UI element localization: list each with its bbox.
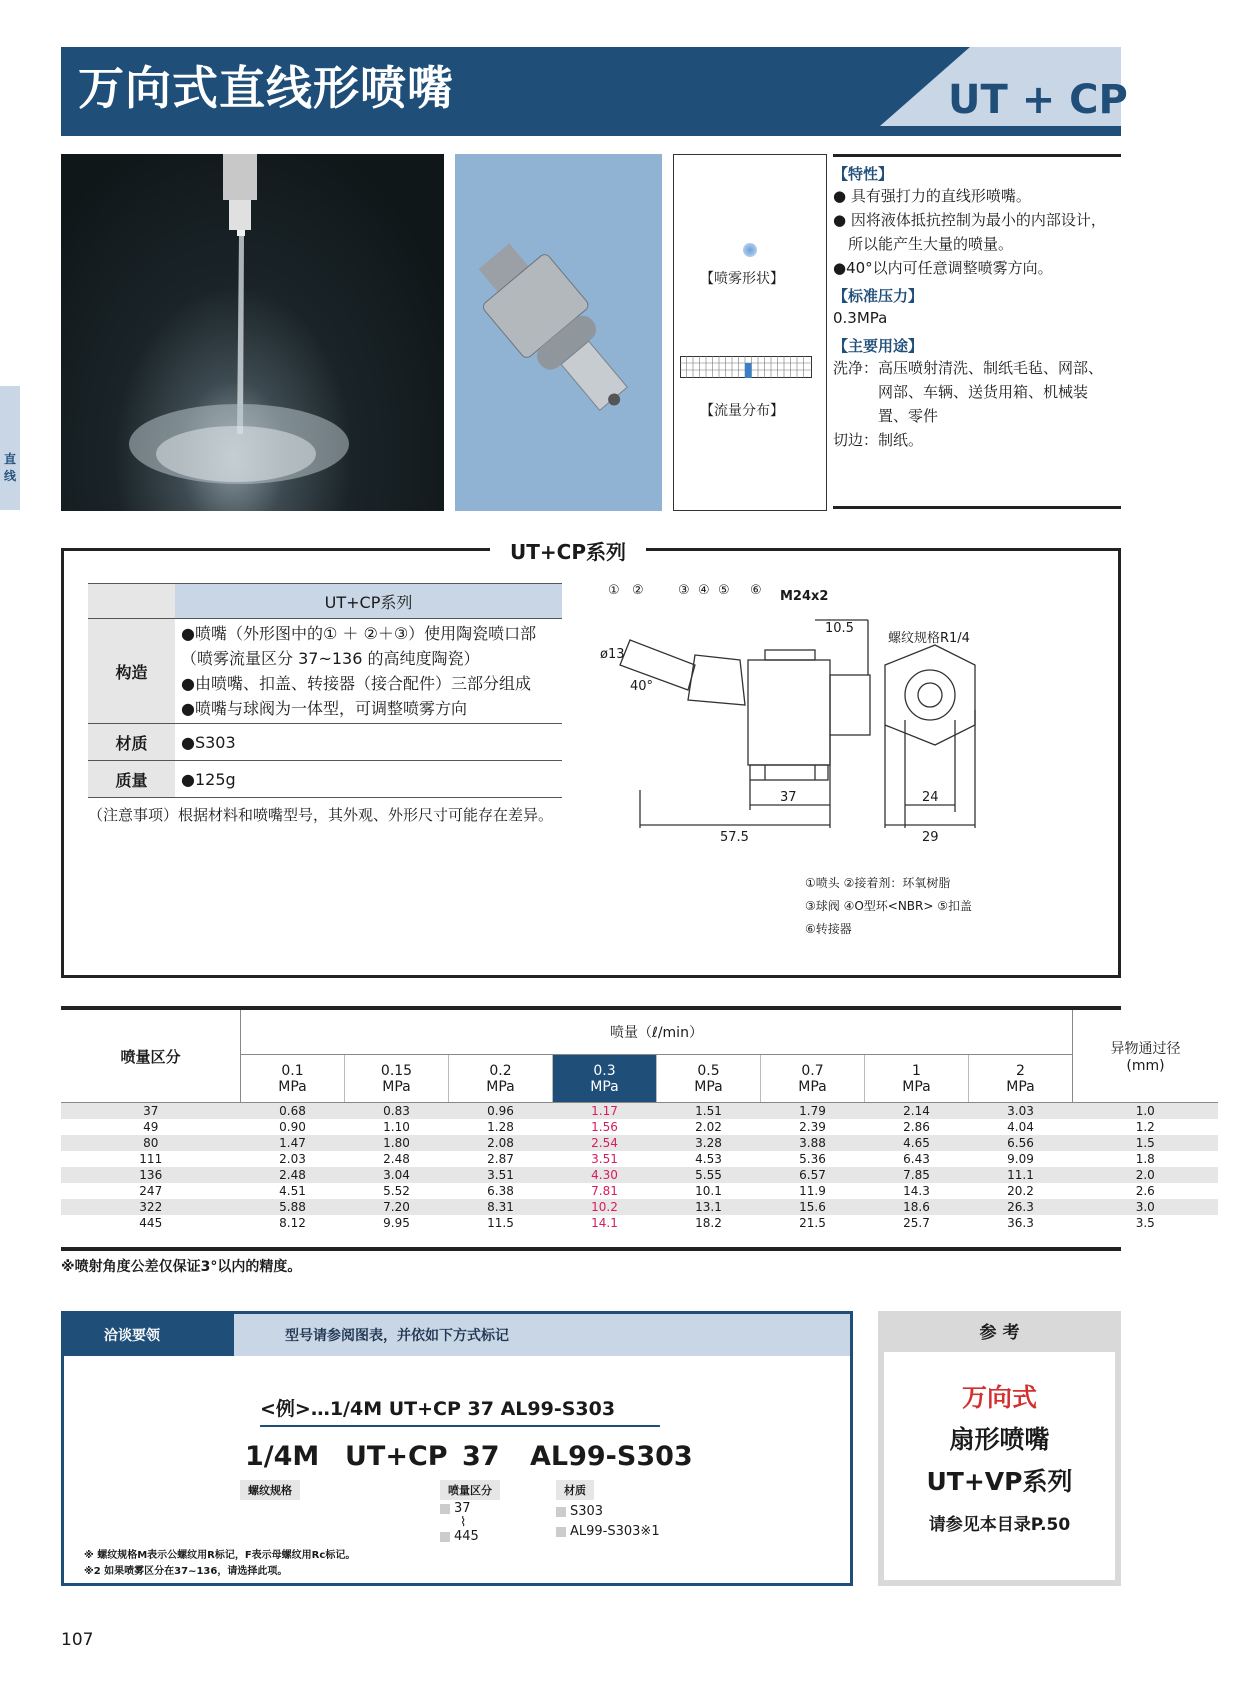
flow-value-cell: 4.30	[591, 1167, 618, 1182]
flow-value-cell: 5.55	[695, 1167, 722, 1182]
angle-label: 40°	[630, 679, 654, 694]
pressure-header	[553, 1055, 657, 1103]
material-option-2: AL99-S303※1	[570, 1524, 660, 1539]
flow-row	[61, 1119, 1218, 1135]
features-bottom-rule	[833, 506, 1121, 509]
page-number: 107	[61, 1630, 94, 1650]
flow-value-cell: 3.28	[695, 1135, 722, 1150]
pressure-header	[241, 1055, 345, 1103]
pressure-unit: MPa	[798, 1078, 827, 1095]
flow-value-cell: 25.7	[903, 1215, 930, 1230]
passage-cell: 1.0	[1135, 1103, 1155, 1118]
flow-row	[61, 1215, 1218, 1231]
use-item: 置、零件	[833, 407, 939, 425]
range-separator: ⌇	[460, 1515, 467, 1530]
feature-item: ● 因将液体抵抗控制为最小的内部设计，	[833, 211, 1106, 229]
drawing-legend	[805, 872, 972, 941]
passage-cell: 1.8	[1135, 1151, 1155, 1166]
flow-class-cell: 111	[139, 1151, 163, 1166]
option-square[interactable]	[556, 1507, 566, 1517]
flow-value-cell: 15.6	[799, 1199, 826, 1214]
flow-row	[61, 1103, 1218, 1119]
flow-value-cell: 1.47	[279, 1135, 306, 1150]
flow-table-wrap	[61, 1010, 1218, 1231]
pressure-header	[657, 1055, 761, 1103]
reference-heading: 参 考	[979, 1323, 1020, 1343]
flow-value-cell: 7.81	[591, 1183, 618, 1198]
flow-value-cell: 3.51	[591, 1151, 618, 1166]
flow-value-cell: 5.88	[279, 1199, 306, 1214]
flow-value-cell: 8.31	[487, 1199, 514, 1214]
pressure-header	[969, 1055, 1073, 1103]
pressure-header	[865, 1055, 969, 1103]
reference-line-3: UT+VP系列	[926, 1467, 1073, 1496]
flow-value-cell: 6.43	[903, 1151, 930, 1166]
pressure-value: 2	[1016, 1062, 1025, 1079]
spray-shape-box	[673, 154, 827, 511]
flow-value-cell: 2.39	[799, 1119, 826, 1134]
ordering-notes	[84, 1548, 355, 1580]
flow-value-cell: 10.1	[695, 1183, 722, 1198]
spec-line: ●由喷嘴、扣盖、转接器（接合配件）三部分组成	[181, 674, 531, 693]
flow-value-cell: 2.48	[383, 1151, 410, 1166]
flow-value-cell: 11.9	[799, 1183, 826, 1198]
thread-m-label: M24x2	[780, 589, 829, 604]
label-flow-class: 喷量区分	[440, 1480, 500, 1500]
feature-item: 所以能产生大量的喷量。	[833, 235, 1014, 253]
pressure-value: 0.1	[281, 1062, 304, 1079]
flow-value-cell: 0.96	[487, 1103, 514, 1118]
col-flow-class: 喷量区分	[61, 1010, 241, 1103]
spray-dot-icon	[743, 243, 757, 257]
flow-value-cell: 18.2	[695, 1215, 722, 1230]
flow-value-cell: 3.04	[383, 1167, 410, 1182]
flow-value-cell: 7.85	[903, 1167, 930, 1182]
flow-value-cell: 4.04	[1007, 1119, 1034, 1134]
side-tab[interactable]	[0, 386, 20, 510]
flow-value-cell: 1.80	[383, 1135, 410, 1150]
flow-value-cell: 11.5	[487, 1215, 514, 1230]
flow-value-cell: 21.5	[799, 1215, 826, 1230]
pressure-value: 0.3	[593, 1062, 616, 1079]
spray-illustration	[61, 154, 444, 511]
flow-value-cell: 2.08	[487, 1135, 514, 1150]
series-title: UT+CP系列	[490, 536, 646, 565]
legend-line: ③球阀 ④O型环<NBR> ⑤扣盖	[805, 899, 973, 913]
ordering-instruction: 型号请参阅图表，并依如下方式标记	[285, 1328, 509, 1344]
flow-value-cell: 9.09	[1007, 1151, 1034, 1166]
distribution-grid-svg	[680, 356, 812, 378]
material-option-1: S303	[570, 1504, 604, 1519]
option-square[interactable]	[440, 1504, 450, 1514]
ordering-note: ※ 螺纹规格M表示公螺纹用R标记，F表示母螺纹用Rc标记。	[84, 1550, 356, 1561]
flow-value-cell: 2.87	[487, 1151, 514, 1166]
ordering-title: 洽谈要领	[104, 1328, 160, 1344]
flow-value-cell: 6.57	[799, 1167, 826, 1182]
range-to: 445	[454, 1529, 479, 1544]
flow-value-cell: 2.03	[279, 1151, 306, 1166]
pressure-unit: MPa	[694, 1078, 723, 1095]
flow-value-cell: 2.54	[591, 1135, 618, 1150]
callout-1: ①	[608, 583, 620, 598]
reference-line-1: 万向式	[961, 1383, 1037, 1412]
header-underline	[61, 126, 1121, 136]
flow-value-cell: 2.86	[903, 1119, 930, 1134]
pressure-value: 0.15	[380, 1062, 413, 1079]
flow-value-cell: 4.65	[903, 1135, 930, 1150]
flow-value-cell: 0.90	[279, 1119, 306, 1134]
ordering-example: <例>…1/4M UT+CP 37 AL99-S303	[260, 1394, 660, 1427]
diameter-label: ø13	[600, 647, 625, 662]
flow-distribution-grid	[680, 356, 812, 382]
flow-value-cell: 3.51	[487, 1167, 514, 1182]
spray-photo	[61, 154, 444, 511]
flow-row	[61, 1167, 1218, 1183]
page-title: 万向式直线形喷嘴	[78, 61, 454, 115]
pressure-header	[449, 1055, 553, 1103]
passage-cell: 2.0	[1135, 1167, 1155, 1182]
pressure-unit: MPa	[278, 1078, 307, 1095]
spec-material: ●S303	[175, 724, 562, 761]
flow-footnote: ※喷射角度公差仅保证3°以内的精度。	[61, 1259, 302, 1275]
flow-value-cell: 6.38	[487, 1183, 514, 1198]
col-flow-rate: 喷量（ℓ/min）	[241, 1010, 1073, 1055]
callout-2: ②	[632, 583, 644, 598]
spec-line: ●喷嘴（外形图中的① ＋ ②＋③）使用陶瓷喷口部	[181, 624, 537, 643]
flow-value-cell: 14.1	[591, 1215, 618, 1230]
passage-cell: 3.5	[1135, 1215, 1155, 1230]
option-square[interactable]	[556, 1527, 566, 1537]
flow-value-cell: 1.17	[591, 1103, 618, 1118]
code-part-class: 37	[462, 1441, 500, 1472]
flow-value-cell: 4.51	[279, 1183, 306, 1198]
flow-value-cell: 10.2	[591, 1199, 618, 1214]
dim-57-5: 57.5	[720, 830, 749, 845]
passage-cell: 1.2	[1135, 1119, 1155, 1134]
spec-note: （注意事项）根据材料和喷嘴型号，其外观、外形尺寸可能存在差异。	[88, 806, 554, 824]
use-item: 切边：制纸。	[833, 431, 924, 449]
flow-value-cell: 1.10	[383, 1119, 410, 1134]
spec-line: （喷雾流量区分 37~136 的高纯度陶瓷）	[181, 649, 480, 668]
flow-value-cell: 1.51	[695, 1103, 722, 1118]
pressure-header	[761, 1055, 865, 1103]
legend-line: ⑥转接器	[805, 922, 852, 936]
thread-r-label: 螺纹规格R1/4	[888, 631, 970, 646]
flow-value-cell: 20.2	[1007, 1183, 1034, 1198]
flow-value-cell: 11.1	[1007, 1167, 1034, 1182]
flow-row	[61, 1135, 1218, 1151]
col-passage: 异物通过径(mm)	[1073, 1010, 1219, 1103]
flow-row	[61, 1183, 1218, 1199]
pressure-unit: MPa	[590, 1078, 619, 1095]
flow-value-cell: 2.02	[695, 1119, 722, 1134]
reference-link[interactable]: 请参见本目录P.50	[928, 1515, 1071, 1535]
flow-value-cell: 3.03	[1007, 1103, 1034, 1118]
spec-line: ●喷嘴与球阀为一体型，可调整喷雾方向	[181, 699, 467, 718]
spec-table-wrap	[88, 583, 562, 825]
spec-table	[88, 583, 562, 798]
flow-class-cell: 322	[139, 1199, 163, 1214]
dim-29: 29	[922, 830, 939, 845]
side-tab-label: 直线	[3, 452, 16, 483]
class-range	[440, 1502, 479, 1544]
nozzle-photo	[455, 154, 662, 511]
callout-5: ⑤	[718, 583, 730, 598]
spec-table-head: UT+CP系列	[175, 584, 562, 619]
flow-class-cell: 80	[143, 1135, 159, 1150]
flow-class-cell: 247	[139, 1183, 163, 1198]
dimension-drawing	[600, 580, 1100, 864]
flow-value-cell: 2.48	[279, 1167, 306, 1182]
drawing-svg	[600, 580, 1100, 860]
use-item: 洗净：高压喷射清洗、制纸毛毡、网部、	[833, 359, 1104, 377]
option-square[interactable]	[440, 1532, 450, 1542]
flow-value-cell: 26.3	[1007, 1199, 1034, 1214]
flow-value-cell: 8.12	[279, 1215, 306, 1230]
pressure-heading: 【标准压力】	[833, 287, 924, 305]
flow-value-cell: 2.14	[903, 1103, 930, 1118]
passage-cell: 2.6	[1135, 1183, 1155, 1198]
flow-value-cell: 13.1	[695, 1199, 722, 1214]
flow-value-cell: 4.53	[695, 1151, 722, 1166]
flow-value-cell: 0.68	[279, 1103, 306, 1118]
features-heading: 【特性】	[833, 165, 894, 183]
code-part-material: AL99-S303	[530, 1441, 693, 1472]
pressure-value: 1	[912, 1062, 921, 1079]
pressure-unit: MPa	[1006, 1078, 1035, 1095]
dim-24: 24	[922, 790, 939, 805]
code-part-series: UT+CP	[345, 1441, 448, 1472]
flow-value-cell: 36.3	[1007, 1215, 1034, 1230]
flow-value-cell: 5.52	[383, 1183, 410, 1198]
flow-class-cell: 37	[143, 1103, 159, 1118]
model-name: UT + CP	[948, 77, 1128, 123]
ordering-note: ※2 如果喷雾区分在37~136，请选择此项。	[84, 1566, 288, 1577]
flow-table	[61, 1010, 1218, 1231]
pressure-value: 0.2	[489, 1062, 512, 1079]
flow-class-cell: 445	[139, 1215, 163, 1230]
flow-class-cell: 49	[143, 1119, 159, 1134]
flow-value-cell: 3.88	[799, 1135, 826, 1150]
pressure-unit: MPa	[902, 1078, 931, 1095]
nozzle-illustration	[455, 154, 662, 511]
flow-class-cell: 136	[139, 1167, 163, 1182]
flow-value-cell: 0.83	[383, 1103, 410, 1118]
passage-cell: 1.5	[1135, 1135, 1155, 1150]
passage-cell: 3.0	[1135, 1199, 1155, 1214]
flow-value-cell: 14.3	[903, 1183, 930, 1198]
flow-value-cell: 6.56	[1007, 1135, 1034, 1150]
spec-label-material: 材质	[88, 724, 175, 761]
pressure-unit: MPa	[382, 1078, 411, 1095]
code-part-thread: 1/4M	[245, 1441, 320, 1472]
flow-value-cell: 5.36	[799, 1151, 826, 1166]
pressure-header	[345, 1055, 449, 1103]
flow-value-cell: 1.79	[799, 1103, 826, 1118]
features-top-rule	[833, 154, 1121, 157]
pressure-value: 0.7	[801, 1062, 824, 1079]
flow-row	[61, 1199, 1218, 1215]
spec-structure-cell	[175, 619, 562, 724]
pressure-value: 0.5	[697, 1062, 720, 1079]
spec-label-structure: 构造	[88, 619, 175, 724]
flow-row	[61, 1151, 1218, 1167]
legend-line: ①喷头 ②接着剂：环氧树脂	[805, 876, 951, 890]
feature-item: ● 具有强打力的直线形喷嘴。	[833, 187, 1031, 205]
spec-mass: ●125g	[175, 761, 562, 798]
range-from: 37	[454, 1501, 471, 1516]
flow-value-cell: 9.95	[383, 1215, 410, 1230]
flow-value-cell: 1.56	[591, 1119, 618, 1134]
flow-distribution-label: 【流量分布】	[700, 403, 784, 419]
callout-6: ⑥	[750, 583, 762, 598]
label-thread: 螺纹规格	[240, 1480, 300, 1500]
callout-3: ③	[678, 583, 690, 598]
spray-shape-label: 【喷雾形状】	[700, 271, 784, 287]
flow-value-cell: 18.6	[903, 1199, 930, 1214]
dim-37: 37	[780, 790, 797, 805]
uses-heading: 【主要用途】	[833, 337, 924, 355]
standard-pressure: 0.3MPa	[833, 309, 888, 327]
material-options	[556, 1502, 660, 1542]
feature-item: ●40°以内可任意调整喷雾方向。	[833, 259, 1053, 277]
callout-4: ④	[698, 583, 710, 598]
features-panel	[833, 163, 1123, 452]
pressure-unit: MPa	[486, 1078, 515, 1095]
use-item: 网部、车辆、送货用箱、机械装	[833, 383, 1089, 401]
spec-label-mass: 质量	[88, 761, 175, 798]
flow-value-cell: 1.28	[487, 1119, 514, 1134]
dim-10-5: 10.5	[825, 621, 854, 636]
reference-line-2: 扇形喷嘴	[949, 1425, 1050, 1454]
label-material: 材质	[556, 1480, 594, 1500]
flow-value-cell: 7.20	[383, 1199, 410, 1214]
flow-table-bottom-rule	[61, 1247, 1121, 1251]
